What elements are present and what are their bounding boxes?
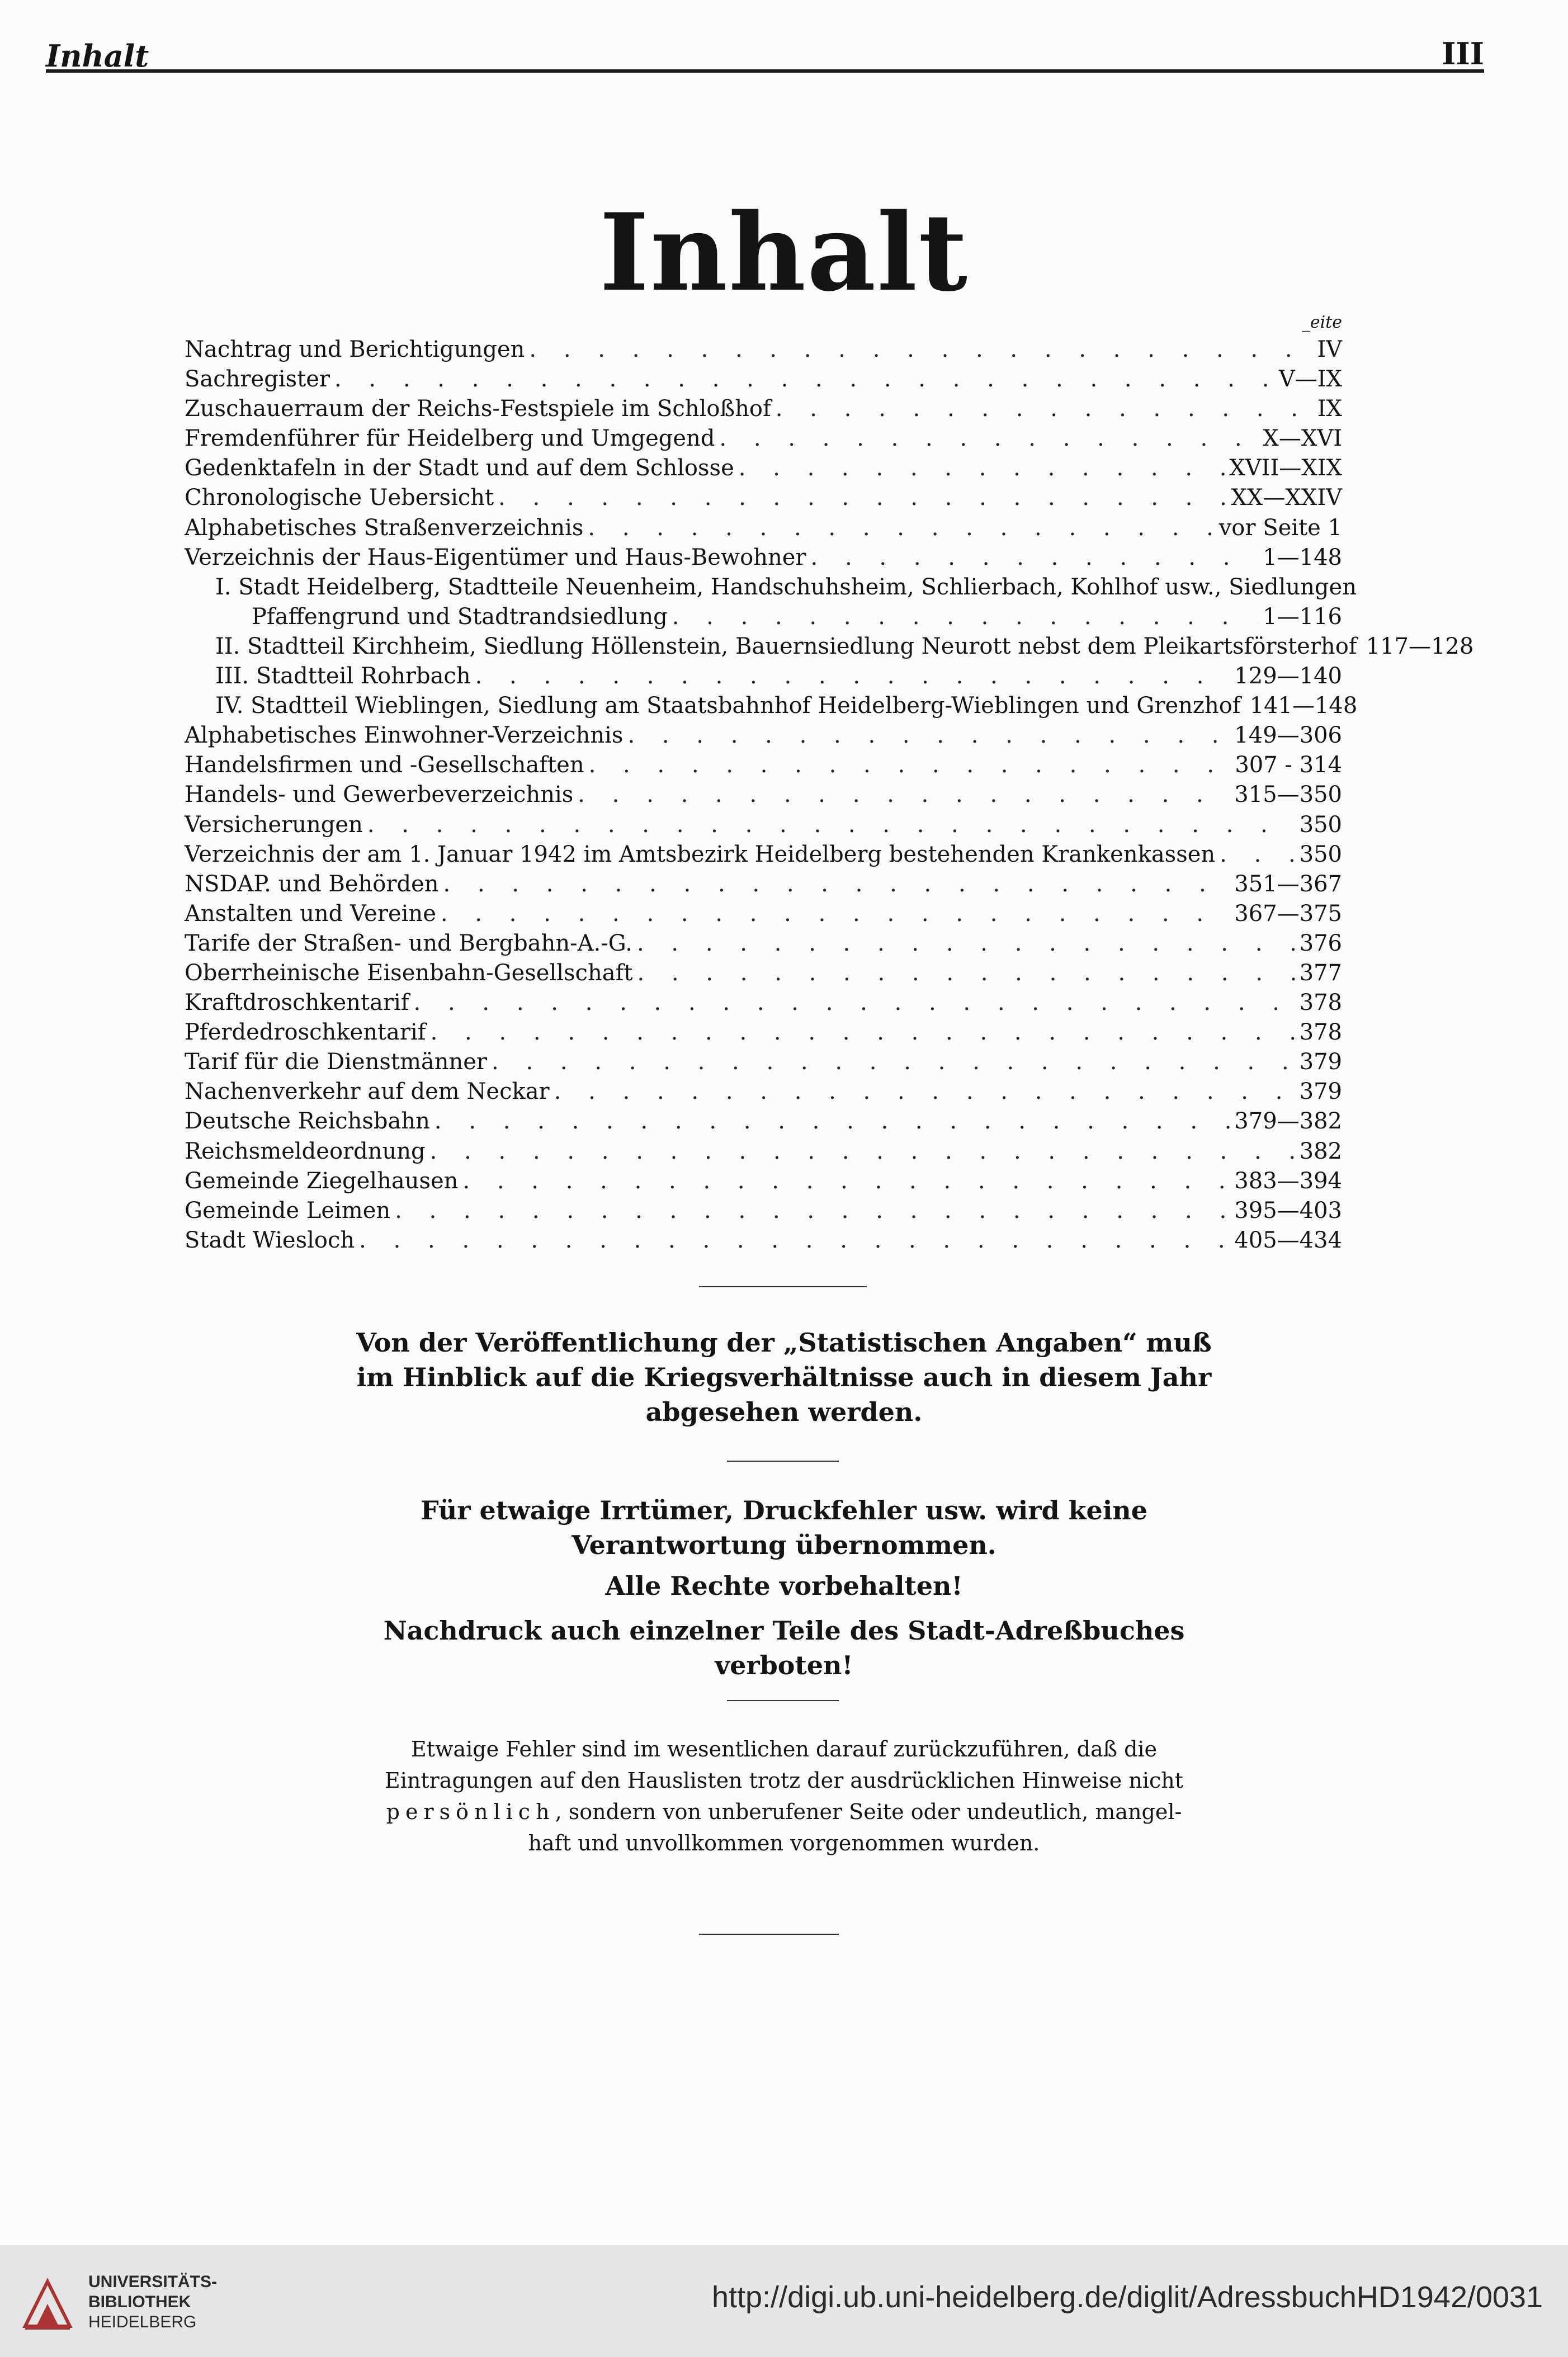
dot-leader [443,870,1230,899]
toc-entry [185,870,1342,899]
toc-entry [185,1226,1342,1255]
toc-entry [185,335,1342,365]
toc-entry [185,454,1342,483]
dot-leader [1220,840,1295,870]
notice-nachdruck [0,1613,1568,1683]
dot-leader [589,750,1231,780]
toc-entry [185,988,1342,1018]
dot-leader [441,899,1230,929]
toc-entry-label: Tarif für die Dienstmänner [185,1049,488,1075]
toc-entry-page: 379—382 [1234,1108,1342,1135]
notice-line: abgesehen werden. [645,1397,923,1427]
toc-entry-page: 367—375 [1234,900,1342,927]
dot-leader [588,513,1214,543]
dot-leader [434,1107,1230,1136]
toc-entry [185,1166,1342,1196]
library-name-line: UNIVERSITÄTS- [88,2273,218,2291]
toc-entry-label: Nachenverkehr auf dem Neckar [185,1079,550,1105]
running-head-left: Inhalt [46,38,149,74]
toc-entry-page: 350 [1299,841,1342,867]
toc-entry-page: V—IX [1278,366,1342,393]
toc-entry-label: Sachregister [185,366,330,393]
digitization-footer [0,2245,1568,2357]
toc-entry [185,810,1342,840]
toc-entry-label: Zuschauerraum der Reichs-Festspiele im Schloßhof [185,396,771,422]
fine-line-rest: , sondern von unberufener Seite oder undeutlich, mangel- [555,1799,1182,1824]
toc-entry [185,958,1342,988]
dot-leader [359,1226,1230,1255]
library-name [88,2272,217,2332]
toc-entry [185,721,1342,750]
toc-subentry [185,632,1474,662]
toc-entry-label: Deutsche Reichsbahn [185,1108,430,1135]
notice-line: Verantwortung übernommen. [572,1530,996,1560]
dot-leader [627,721,1230,750]
running-head [46,34,1484,73]
toc-entry-label: III. Stadtteil Rohrbach [215,663,471,689]
toc-entry-label: Handels- und Gewerbeverzeichnis [185,782,574,808]
toc-entry-label: IV. Stadtteil Wieblingen, Siedlung am Staatsbahnhof Heidelberg-Wieblingen und Grenzhof [215,693,1241,719]
toc-entry-label: Verzeichnis der am 1. Januar 1942 im Amtsbezirk Heidelberg bestehenden Krankenkassen [185,841,1216,867]
toc-entry [185,899,1342,929]
toc-entry-page: XX—XXIV [1231,485,1342,511]
dot-leader [395,1196,1230,1226]
library-name-line: BIBLIOTHEK [88,2293,191,2311]
toc-entry [185,365,1342,394]
notice-line: Für etwaige Irrtümer, Druckfehler usw. wird keine [420,1495,1148,1525]
dot-leader [529,335,1304,365]
toc-entry-page: 376 [1299,930,1342,956]
fine-line: Eintragungen auf den Hauslisten trotz der ausdrücklichen Hinweise nicht [384,1768,1184,1793]
toc-entry [185,750,1342,780]
toc-entry-page: vor Seite 1 [1218,514,1342,541]
dot-leader [334,365,1274,394]
toc-entry-label: Nachtrag und Berichtigungen [185,337,525,362]
toc-entry [185,394,1342,424]
dot-leader [462,1166,1230,1196]
toc-entry-page: 377 [1299,960,1342,986]
notice-line: verboten! [715,1650,853,1680]
notice-statistik [0,1325,1568,1429]
toc-entry-label: Stadt Wiesloch [185,1227,355,1253]
toc-entry-label: Verzeichnis der Haus-Eigentümer und Haus-Bewohner [185,544,806,570]
toc-entry-page: 149—306 [1234,722,1342,749]
toc-entry-label: Pferdedroschkentarif [185,1019,426,1046]
toc-entry-label: Pfaffengrund und Stadtrandsiedlung [252,603,668,630]
toc-entry-label: Chronologische Uebersicht [185,485,494,511]
toc-entry-label: Handelsfirmen und -Gesellschaften [185,752,584,778]
table-of-contents [185,310,1474,1255]
toc-subentry [185,602,1342,632]
separator-rule [727,1461,839,1462]
toc-entry-label: I. Stadt Heidelberg, Stadtteile Neuenheim, Handschuhsheim, Schlierbach, Kohlhof usw., Siedlungen [215,574,1357,600]
toc-entry-label: II. Stadtteil Kirchheim, Siedlung Höllenstein, Bauernsiedlung Neurott nebst dem Pleikartsförsterhof [215,633,1357,659]
toc-entry-label: Alphabetisches Einwohner-Verzeichnis [185,722,624,749]
fine-line: haft und unvollkommen vorgenommen wurden. [528,1831,1040,1855]
toc-entry [185,543,1342,573]
university-library-logo-icon [17,2273,78,2335]
toc-entry [185,840,1342,870]
notice-haftung [0,1493,1568,1562]
toc-entry-page: 129—140 [1234,663,1342,689]
toc-entry [185,1077,1342,1107]
toc-entry-label: Reichsmeldeordnung [185,1138,426,1164]
dot-leader [430,1137,1295,1166]
header-rule [46,69,1484,73]
toc-entry [185,1018,1342,1047]
notice-line: Von der Veröffentlichung der „Statistischen Angaben“ muß [356,1328,1212,1358]
toc-entry-page: XVII—XIX [1229,455,1342,481]
toc-entry-page: 315—350 [1234,782,1342,808]
fine-line: Etwaige Fehler sind im wesentlichen darauf zurückzuführen, daß die [410,1737,1158,1761]
toc-entry-page: 350 [1299,811,1342,838]
page-title: Inhalt [599,190,969,315]
toc-entry-page: X—XVI [1263,426,1342,452]
toc-entry-page: 379 [1299,1079,1342,1105]
fine-line [0,1796,1568,1827]
toc-subentry [185,662,1342,691]
dot-leader [498,483,1226,513]
source-url-link[interactable]: http://digi.ub.uni-heidelberg.de/diglit/AdressbuchHD1942/0031 [711,2280,1543,2314]
toc-entry [185,1137,1342,1166]
dot-leader [554,1077,1295,1107]
toc-entry-label: Gedenktafeln in der Stadt und auf dem Schlosse [185,455,734,481]
toc-entry-label: Anstalten und Vereine [185,900,436,927]
toc-entry-label: Versicherungen [185,811,363,838]
toc-entry-page: 117—128 [1366,633,1474,659]
dot-leader [719,424,1258,454]
dot-leader [637,929,1295,958]
running-head-page-number: III [1442,36,1484,72]
toc-entry [185,1196,1342,1226]
toc-entry-page: 405—434 [1234,1227,1342,1253]
dot-leader [672,602,1259,632]
dot-leader [578,780,1230,810]
toc-entry-label: NSDAP. und Behörden [185,871,439,897]
toc-entry [185,929,1342,958]
dot-leader [739,454,1225,483]
toc-entry-page: 351—367 [1234,871,1342,897]
toc-entry-page: 378 [1299,1019,1342,1046]
toc-entry-page: 382 [1299,1138,1342,1164]
dot-leader [776,394,1304,424]
toc-entry-label: Gemeinde Ziegelhausen [185,1168,459,1194]
notice-rechte: Alle Rechte vorbehalten! [605,1571,963,1601]
toc-entry [185,513,1342,543]
toc-entry-page: 307 - 314 [1235,752,1342,778]
dot-leader [811,543,1259,573]
toc-entry-label: Alphabetisches Straßenverzeichnis [185,514,584,541]
dot-leader [475,662,1230,691]
toc-entry [185,424,1342,454]
toc-entry [185,780,1342,810]
toc-entry-page: 379 [1299,1049,1342,1075]
emphasis-text: persönlich [386,1799,555,1824]
dot-leader [431,1018,1295,1047]
dot-leader [492,1047,1295,1077]
toc-entry [185,1107,1342,1136]
toc-entry-page: IX [1317,396,1342,422]
toc-entry [185,1047,1342,1077]
toc-entry-label: Oberrheinische Eisenbahn-Gesellschaft [185,960,633,986]
dot-leader [367,810,1295,840]
separator-rule [699,1934,839,1935]
toc-entry-page: 141—148 [1249,693,1358,719]
separator-rule [727,1700,839,1701]
toc-entry-page: 395—403 [1234,1197,1342,1224]
toc-entry-label: Tarife der Straßen- und Bergbahn-A.-G. [185,930,632,956]
toc-entry-page: 1—116 [1263,603,1342,630]
toc-entry-page: 378 [1299,990,1342,1016]
separator-rule [699,1286,867,1287]
toc-subentry [185,691,1358,721]
toc-entry-page: IV [1317,337,1342,362]
library-name-line: HEIDELBERG [88,2313,197,2331]
fine-print [0,1733,1568,1859]
notice-line: im Hinblick auf die Kriegsverhältnisse auch in diesem Jahr [356,1362,1212,1392]
dot-leader [414,988,1295,1018]
toc-entry-label: Kraftdroschkentarif [185,990,409,1016]
notice-line: Nachdruck auch einzelner Teile des Stadt-Adreßbuches [383,1616,1185,1646]
toc-entry-page: 383—394 [1234,1168,1342,1194]
toc-entry-page: 1—148 [1263,544,1342,570]
toc-subentry [185,573,1357,602]
dot-leader [637,958,1295,988]
toc-entry-label: Fremdenführer für Heidelberg und Umgegend [185,426,715,452]
seite-column-label: _eite [1301,313,1342,332]
toc-entry [185,483,1342,513]
toc-entry-label: Gemeinde Leimen [185,1197,391,1224]
